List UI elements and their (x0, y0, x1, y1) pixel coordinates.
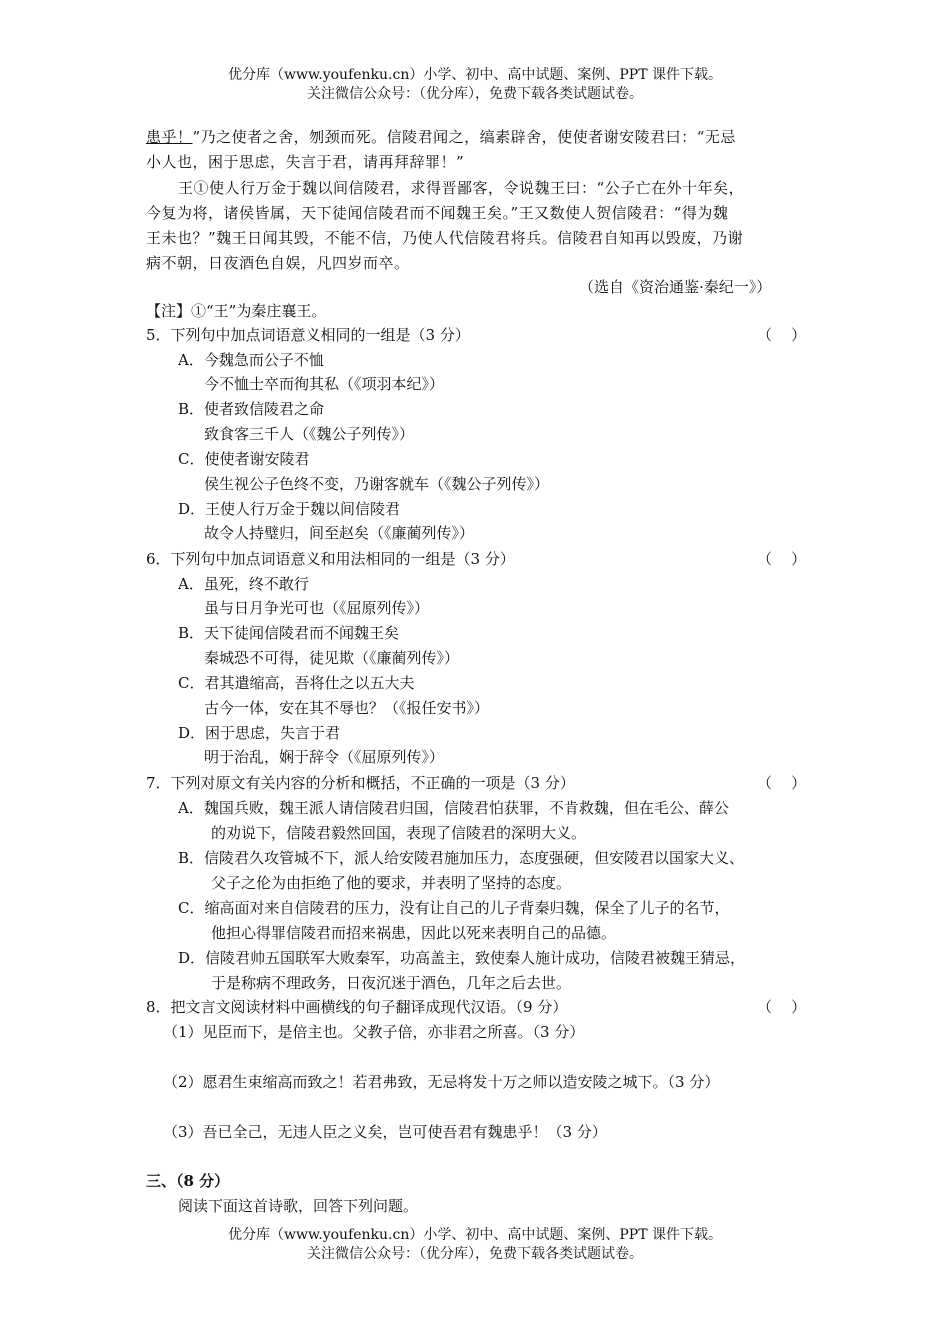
passage-source: （选自《资治通鉴·秦纪一》） (579, 278, 772, 296)
q7-option-a-2: 的劝说下，信陵君毅然回国，表现了信陵君的深明大义。 (211, 824, 587, 842)
footer-line-2: 关注微信公众号：（优分库），免费下载各类试题试卷。 (307, 1246, 643, 1262)
q5-option-b-2: 致食客三千人（《魏公子列传》） (204, 425, 415, 443)
passage-line-6: 病不朝，日夜酒色自娱，凡四岁而卒。 (146, 254, 410, 272)
q6-option-a-1: A．虽死，终不敢行 (178, 575, 309, 593)
passage-line-4: 今复为将，诸侯皆属，天下徒闻信陵君而不闻魏王矣。”王又数使人贺信陵君：“得为魏 (146, 204, 729, 222)
q7-option-b-2: 父子之伦为由拒绝了他的要求，并表明了坚持的态度。 (211, 874, 572, 892)
q8-stem: 8．把文言文阅读材料中画横线的句子翻译成现代汉语。（9 分） (146, 998, 568, 1016)
q6-option-a-2: 虽与日月争光可也（《屈原列传》） (204, 599, 430, 617)
q7-answer-paren: （ ） (757, 774, 807, 792)
q5-option-d-1: D．王使人行万金于魏以间信陵君 (178, 500, 401, 518)
q7-option-c-1: C．缩高面对来自信陵君的压力，没有让自己的儿子背秦归魏，保全了儿子的名节， (178, 899, 730, 917)
q5-option-a-1: A．今魏急而公子不恤 (178, 351, 324, 369)
q5-answer-paren: （ ） (757, 326, 807, 344)
q7-option-d-1: D．信陵君帅五国联军大败秦军，功高盖主，致使秦人施计成功，信陵君被魏王猜忌， (178, 949, 746, 967)
q7-option-c-2: 他担心得罪信陵君而招来祸患，因此以死来表明自己的品德。 (211, 924, 617, 942)
q6-answer-paren: （ ） (757, 550, 807, 568)
passage-line-5: 王未也？”魏王日闻其毁，不能不信，乃使人代信陵君将兵。信陵君自知再以毁废，乃谢 (146, 229, 744, 247)
page-footer (0, 1226, 950, 1264)
q7-option-d-2: 于是称病不理政务，日夜沉迷于酒色，几年之后去世。 (211, 974, 572, 992)
page-header (0, 66, 950, 104)
q8-sentence-3: （3）吾已全己，无违人臣之义矣，岂可使吾君有魏患乎！（3 分） (163, 1123, 607, 1141)
q8-sentence-1: （1）见臣而下，是倍主也。父教子倍，亦非君之所喜。（3 分） (163, 1023, 585, 1041)
footer-line-1: 优分库（www.youfenku.cn）小学、初中、高中试题、案例、PPT 课件下载。 (227, 1227, 722, 1243)
passage-line-1: 患乎！”乃之使者之舍，刎颈而死。信陵君闻之，缟素辟舍，使使者谢安陵君曰：“无忌 (146, 128, 736, 146)
section-3-instruction: 阅读下面这首诗歌，回答下列问题。 (178, 1197, 419, 1215)
header-line-1: 优分库（www.youfenku.cn）小学、初中、高中试题、案例、PPT 课件下载。 (227, 67, 722, 83)
underlined-sentence-end: 患乎！ (146, 128, 193, 146)
q6-option-d-2: 明于治乱，娴于辞令（《屈原列传》） (204, 748, 445, 766)
passage-line-3: 王①使人行万金于魏以间信陵君，求得晋鄙客，令说魏王曰：“公子亡在外十年矣， (178, 179, 745, 197)
q7-option-b-1: B．信陵君久攻管城不下，派人给安陵君施加压力，态度强硬，但安陵君以国家大义、 (178, 849, 745, 867)
q5-option-d-2: 故令人持璧归，间至赵矣（《廉蔺列传》） (204, 524, 475, 542)
q5-option-b-1: B．使者致信陵君之命 (178, 400, 325, 418)
q6-stem: 6．下列句中加点词语意义和用法相同的一组是（3 分） (146, 550, 515, 568)
q7-option-a-1: A．魏国兵败，魏王派人请信陵君归国，信陵君怕获罪，不肯救魏，但在毛公、薛公 (178, 799, 729, 817)
q8-sentence-2: （2）愿君生束缩高而致之！若君弗致，无忌将发十万之师以造安陵之城下。（3 分） (163, 1073, 720, 1091)
section-3-title: 三、（8 分） (146, 1172, 230, 1190)
q7-stem: 7．下列对原文有关内容的分析和概括，不正确的一项是（3 分） (146, 774, 575, 792)
q8-answer-paren: （ ） (757, 998, 807, 1016)
q5-option-c-1: C．使使者谢安陵君 (178, 450, 310, 468)
q6-option-d-1: D．困于思虑，失言于君 (178, 724, 341, 742)
q6-option-c-2: 古今一体，安在其不辱也？（《报任安书》） (204, 699, 490, 717)
q5-option-c-2: 侯生视公子色终不变，乃谢客就车（《魏公子列传》） (204, 475, 550, 493)
header-line-2: 关注微信公众号：（优分库），免费下载各类试题试卷。 (307, 86, 643, 102)
passage-line-2: 小人也，困于思虑，失言于君，请再拜辞罪！” (146, 153, 465, 171)
q6-option-b-1: B．天下徒闻信陵君而不闻魏王矣 (178, 624, 400, 642)
q5-option-a-2: 今不恤士卒而徇其私（《项羽本纪》） (204, 375, 445, 393)
annotation-note: 【注】①“王”为秦庄襄王。 (146, 302, 327, 320)
q6-option-c-1: C．君其遣缩高，吾将仕之以五大夫 (178, 674, 415, 692)
q6-option-b-2: 秦城恐不可得，徒见欺（《廉蔺列传》） (204, 649, 460, 667)
q5-stem: 5．下列句中加点词语意义相同的一组是（3 分） (146, 326, 470, 344)
